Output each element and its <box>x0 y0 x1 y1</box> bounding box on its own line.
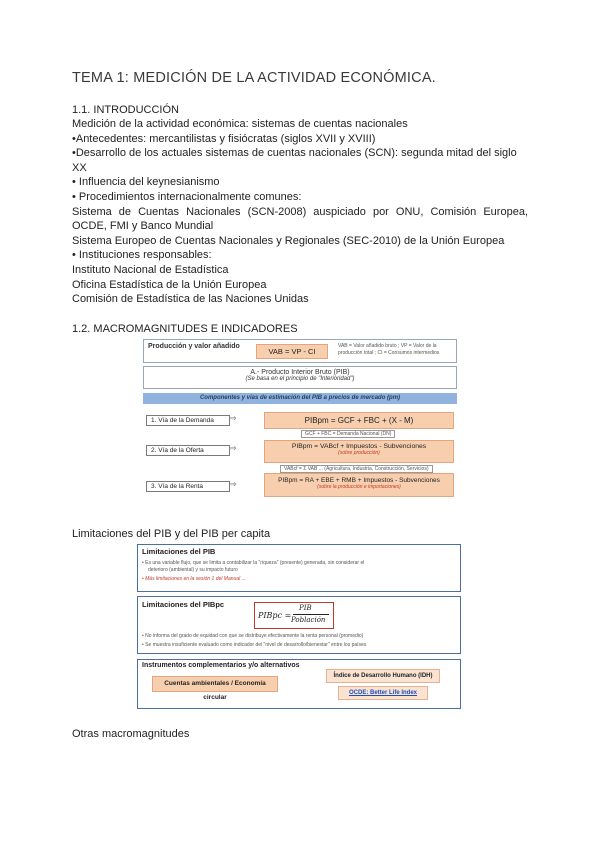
bullet-text: No informa del grado de equidad con que se distribuye efectivamente la renta personal (promedio) <box>145 633 364 639</box>
page-title: TEMA 1: MEDICIÓN DE LA ACTIVIDAD ECONÓMICA. <box>72 70 436 86</box>
intro-line: Medición de la actividad económica: sistemas de cuentas nacionales <box>72 118 408 130</box>
figure-limitations <box>137 544 462 714</box>
pib-title: A.- Producto Interior Bruto (PIB) <box>250 369 350 376</box>
limitations-pib-box <box>137 544 461 592</box>
limitations-pibpc-bullet: • No informa del grado de equidad con que se distribuye efectivamente la renta personal (promedio) <box>142 633 364 639</box>
via-demanda-label: 1. Vía de la Demanda <box>146 415 230 426</box>
pibpc-formula <box>254 602 334 629</box>
limitations-pib-title: Limitaciones del PIB <box>142 547 216 556</box>
arrow-icon: ⇒ <box>229 479 237 489</box>
intro-line: •Antecedentes: mercantilistas y fisiócratas (siglos XVII y XVIII) <box>72 132 376 145</box>
via-oferta-label: 2. Vía de la Oferta <box>146 445 230 456</box>
limitations-pib-bullet-cont: deterioro (ambiental) y su impacto futuro <box>148 567 238 573</box>
sec-line: Sistema Europeo de Cuentas Nacionales y Regionales (SEC-2010) de la Unión Europea <box>72 234 505 247</box>
bullet-text: Es una variable flujo, que se limita a contabilizar la "riqueza" (presente) generada, sin considerar el <box>145 560 365 566</box>
section-heading-intro: 1.1. INTRODUCCIÓN <box>72 104 179 116</box>
via-renta-label: 3. Vía de la Renta <box>146 481 230 492</box>
limitations-pibpc-title: Limitaciones del PIBpc <box>142 600 225 609</box>
via-oferta-formula <box>264 440 454 463</box>
institution-item: Instituto Nacional de Estadística <box>72 263 229 276</box>
via-renta-formula-main: PIBpm = RA + EBE + RMB + Impuestos - Subvenciones <box>278 477 440 484</box>
limitations-pib-bullet: • Es una variable flujo, que se limita a contabilizar la "riqueza" (presente) generada, sin considerar el <box>142 560 365 566</box>
limitations-pibpc-box <box>137 596 461 654</box>
vab-note: producción total ; CI = Consumos intermedios <box>338 350 440 356</box>
ocde-link[interactable] <box>338 686 428 700</box>
limitations-pibpc-bullet: • Se muestra insuficiente evaluado como indicador del "nivel de desarrollo/bienestar" entre los países <box>142 642 367 648</box>
via-demanda-note: GCF + FBC = Demanda Nacional (DN) <box>301 430 395 438</box>
cuentas-ambientales-button[interactable]: Cuentas ambientales / Economía circular <box>152 676 278 692</box>
arrow-icon: ⇒ <box>229 413 237 423</box>
instruments-box <box>137 659 461 709</box>
vab-formula: VAB = VP - CI <box>256 344 328 359</box>
formula-denominator: Población <box>291 616 326 624</box>
vab-note: VAB = Valor añadido bruto ; VP = Valor de la <box>338 343 437 349</box>
limitations-heading: Limitaciones del PIB y del PIB per capita <box>72 528 271 540</box>
scn-line: Sistema de Cuentas Nacionales (SCN-2008) auspiciado por ONU, Comisión Europea, OCDE, FMI y Banco Mundial <box>72 205 528 233</box>
production-label: Producción y valor añadido <box>148 343 240 350</box>
ocde-link-text[interactable]: OCDE: Better Life Index <box>348 690 417 696</box>
via-oferta-formula-sub: (sobre producción) <box>338 450 380 456</box>
via-demanda-formula: PIBpm = GCF + FBC + (X - M) <box>264 412 454 429</box>
otras-heading: Otras macromagnitudes <box>72 728 190 740</box>
intro-line: • Procedimientos internacionalmente comunes: <box>72 190 302 203</box>
formula-lhs: PIBpc = <box>258 611 292 620</box>
production-box <box>143 339 457 363</box>
arrow-icon: ⇒ <box>229 443 237 453</box>
components-bar: Componentes y vías de estimación del PIB a precios de mercado (pm) <box>143 393 457 404</box>
instruments-title: Instrumentos complementarios y/o alternativos <box>142 662 300 669</box>
more-link-text: Más limitaciones en la sesión 1 del Manual ... <box>145 576 246 582</box>
via-oferta-note: VABcf = Σ VAB ... (Agricultura, Industria, Construcción, Servicios) <box>280 465 433 473</box>
intro-text <box>72 117 528 307</box>
via-renta-formula-sub: (sobre la producción e importaciones) <box>317 484 401 490</box>
formula-numerator: PIB <box>299 604 312 612</box>
intro-line: • Influencia del keynesianismo <box>72 176 220 189</box>
intro-line: •Desarrollo de los actuales sistemas de cuentas nacionales (SCN): segunda mitad del siglo <box>72 147 517 160</box>
institution-item: Comisión de Estadística de las Naciones Unidas <box>72 293 309 306</box>
bullet-text: Se muestra insuficiente evaluado como indicador del "nivel de desarrollo/bienestar" entre los países <box>145 642 367 648</box>
section-heading-macro: 1.2. MACROMAGNITUDES E INDICADORES <box>72 323 298 335</box>
via-renta-formula <box>264 473 454 497</box>
figure-pib-diagram <box>143 339 457 511</box>
pib-subtitle: (Se basa en el principio de "Interioridad") <box>245 376 355 382</box>
intro-line: XX <box>72 161 87 174</box>
institution-item: Oficina Estadística de la Unión Europea <box>72 278 267 291</box>
idh-button[interactable]: Índice de Desarrollo Humano (IDH) <box>326 669 440 683</box>
institutions-heading: • Instituciones responsables: <box>72 249 212 262</box>
via-oferta-formula-main: PIBpm = VABcf + Impuestos - Subvenciones <box>291 443 427 450</box>
formula-fraction-bar <box>293 614 329 615</box>
pib-title-box <box>143 366 457 389</box>
limitations-pib-more: • Más limitaciones en la sesión 1 del Manual ... <box>142 576 246 582</box>
